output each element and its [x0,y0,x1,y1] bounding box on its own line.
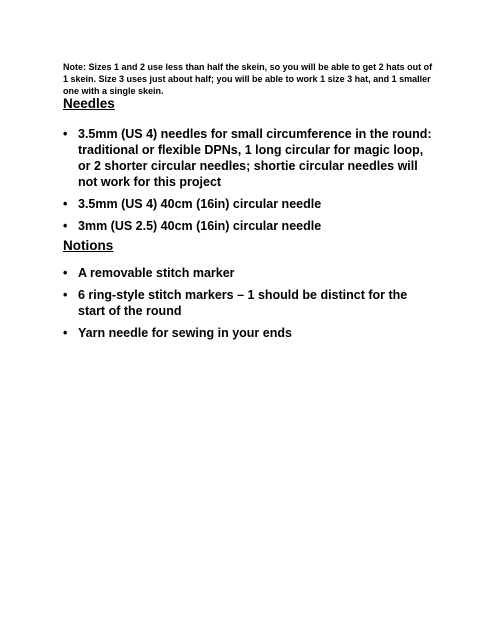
notion-item-yarn-needle: Yarn needle for sewing in your ends [78,326,292,340]
notion-item-ring-markers: 6 ring-style stitch markers – 1 should be distinct for the start of the round [78,288,408,318]
list-item [63,126,435,190]
list-item [63,265,435,281]
yardage-note: Note: Sizes 1 and 2 use less than half the skein, so you will be able to get 2 hats out of 1 skein. Size 3 uses just about half; you will be able to work 1 size 3 hat, and 1 smaller one with a single skein. [63,62,433,96]
list-item [63,196,435,212]
bullet: • [63,288,68,302]
notion-item-removable-marker: A removable stitch marker [78,266,235,280]
bullet: • [63,266,68,280]
notions-list [63,265,435,347]
list-item [63,287,435,319]
needles-list [63,126,435,240]
list-item [63,218,435,234]
bullet: • [63,197,68,211]
needle-item-dpn: 3.5mm (US 4) needles for small circumference in the round: traditional or flexible DPNs, 1 long circular for magic loop, or 2 shorter circular needles; shortie circular needles will not work for this project [78,127,432,189]
bullet: • [63,326,68,340]
needles-heading: Needles [63,96,115,111]
bullet: • [63,219,68,233]
needle-item-35mm-circular: 3.5mm (US 4) 40cm (16in) circular needle [78,197,322,211]
notions-heading: Notions [63,238,114,253]
list-item [63,325,435,341]
bullet: • [63,127,68,141]
needle-item-3mm-circular: 3mm (US 2.5) 40cm (16in) circular needle [78,219,322,233]
